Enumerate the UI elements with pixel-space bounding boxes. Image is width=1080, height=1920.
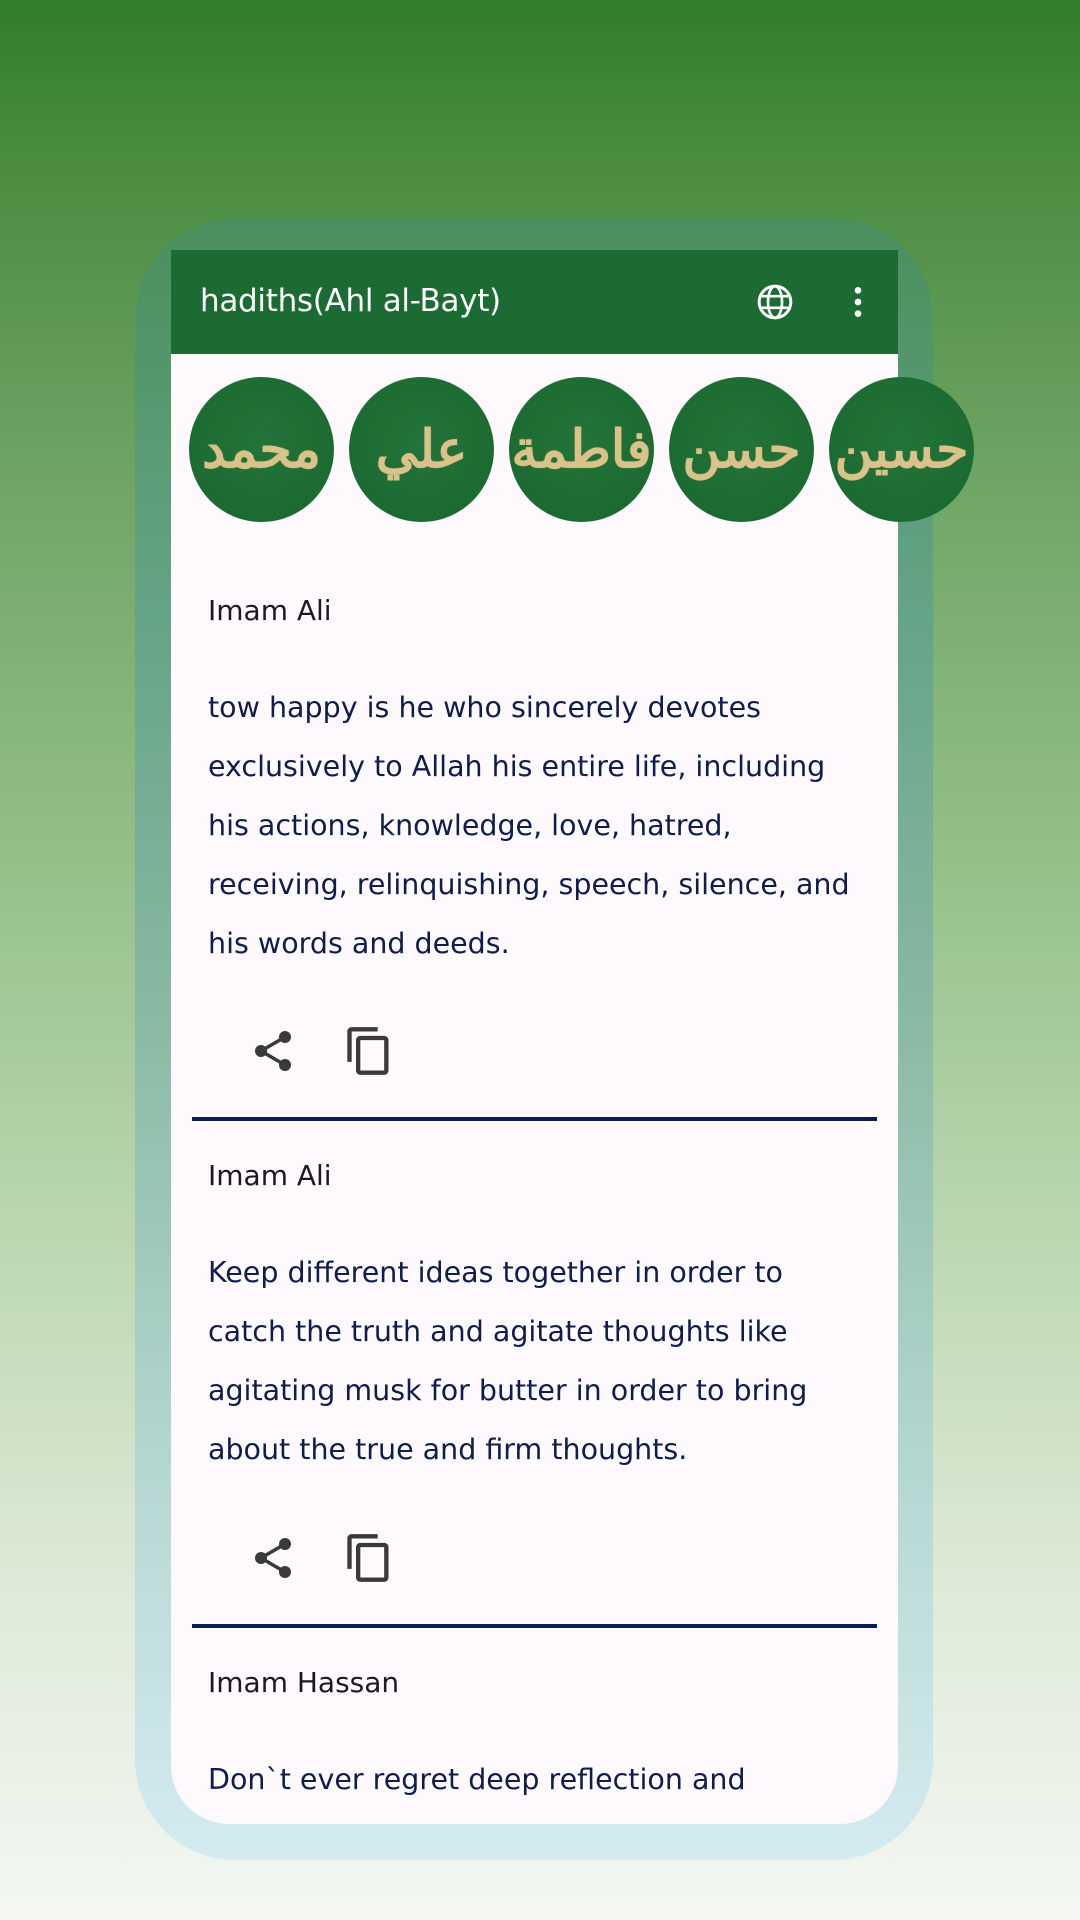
avatar-ali[interactable] xyxy=(349,377,494,522)
imam-avatar-carousel[interactable] xyxy=(171,363,969,523)
avatar-calligraphy: علي xyxy=(375,419,468,480)
avatar-calligraphy: فاطمة xyxy=(511,419,652,480)
share-button[interactable] xyxy=(245,1023,301,1079)
avatar-calligraphy: محمد xyxy=(202,419,321,480)
more-vert-icon xyxy=(838,282,878,322)
hadith-author: Imam Ali xyxy=(208,594,332,627)
share-icon xyxy=(249,1534,297,1582)
hadith-text: Don`t ever regret deep reflection and xyxy=(208,1763,746,1796)
avatar-calligraphy: حسن xyxy=(682,419,801,480)
globe-icon xyxy=(755,282,795,322)
hadith-text: tow happy is he who sincerely devotes exclusively to Allah his entire life, including his actions, knowledge, love, hatred, receiving, relinquishing, speech, silence, and his words and deeds. xyxy=(208,691,850,960)
share-icon xyxy=(249,1027,297,1075)
avatar-fatimah[interactable] xyxy=(509,377,654,522)
overflow-menu-button[interactable] xyxy=(834,278,882,326)
app-bar xyxy=(171,250,898,354)
hadith-author: Imam Hassan xyxy=(208,1666,400,1699)
avatar-calligraphy: حسين xyxy=(834,419,969,480)
hadith-divider xyxy=(192,1624,877,1628)
share-button[interactable] xyxy=(245,1530,301,1586)
hadith-actions xyxy=(245,1530,445,1590)
hadith-author: Imam Ali xyxy=(208,1159,332,1192)
copy-icon xyxy=(343,1025,395,1077)
language-button[interactable] xyxy=(751,278,799,326)
hadith-actions xyxy=(245,1023,445,1083)
copy-icon xyxy=(343,1532,395,1584)
avatar-hassan[interactable] xyxy=(669,377,814,522)
avatar-muhammad[interactable] xyxy=(189,377,334,522)
avatar-hussain[interactable] xyxy=(829,377,974,522)
app-title: hadiths(Ahl al-Bayt) xyxy=(200,283,501,319)
hadith-text: Keep different ideas together in order to catch the truth and agitate thoughts like agitating musk for butter in order to bring about the true and firm thoughts. xyxy=(208,1256,808,1466)
hadith-divider xyxy=(192,1117,877,1121)
copy-button[interactable] xyxy=(341,1023,397,1079)
copy-button[interactable] xyxy=(341,1530,397,1586)
app-screen xyxy=(171,250,969,1824)
